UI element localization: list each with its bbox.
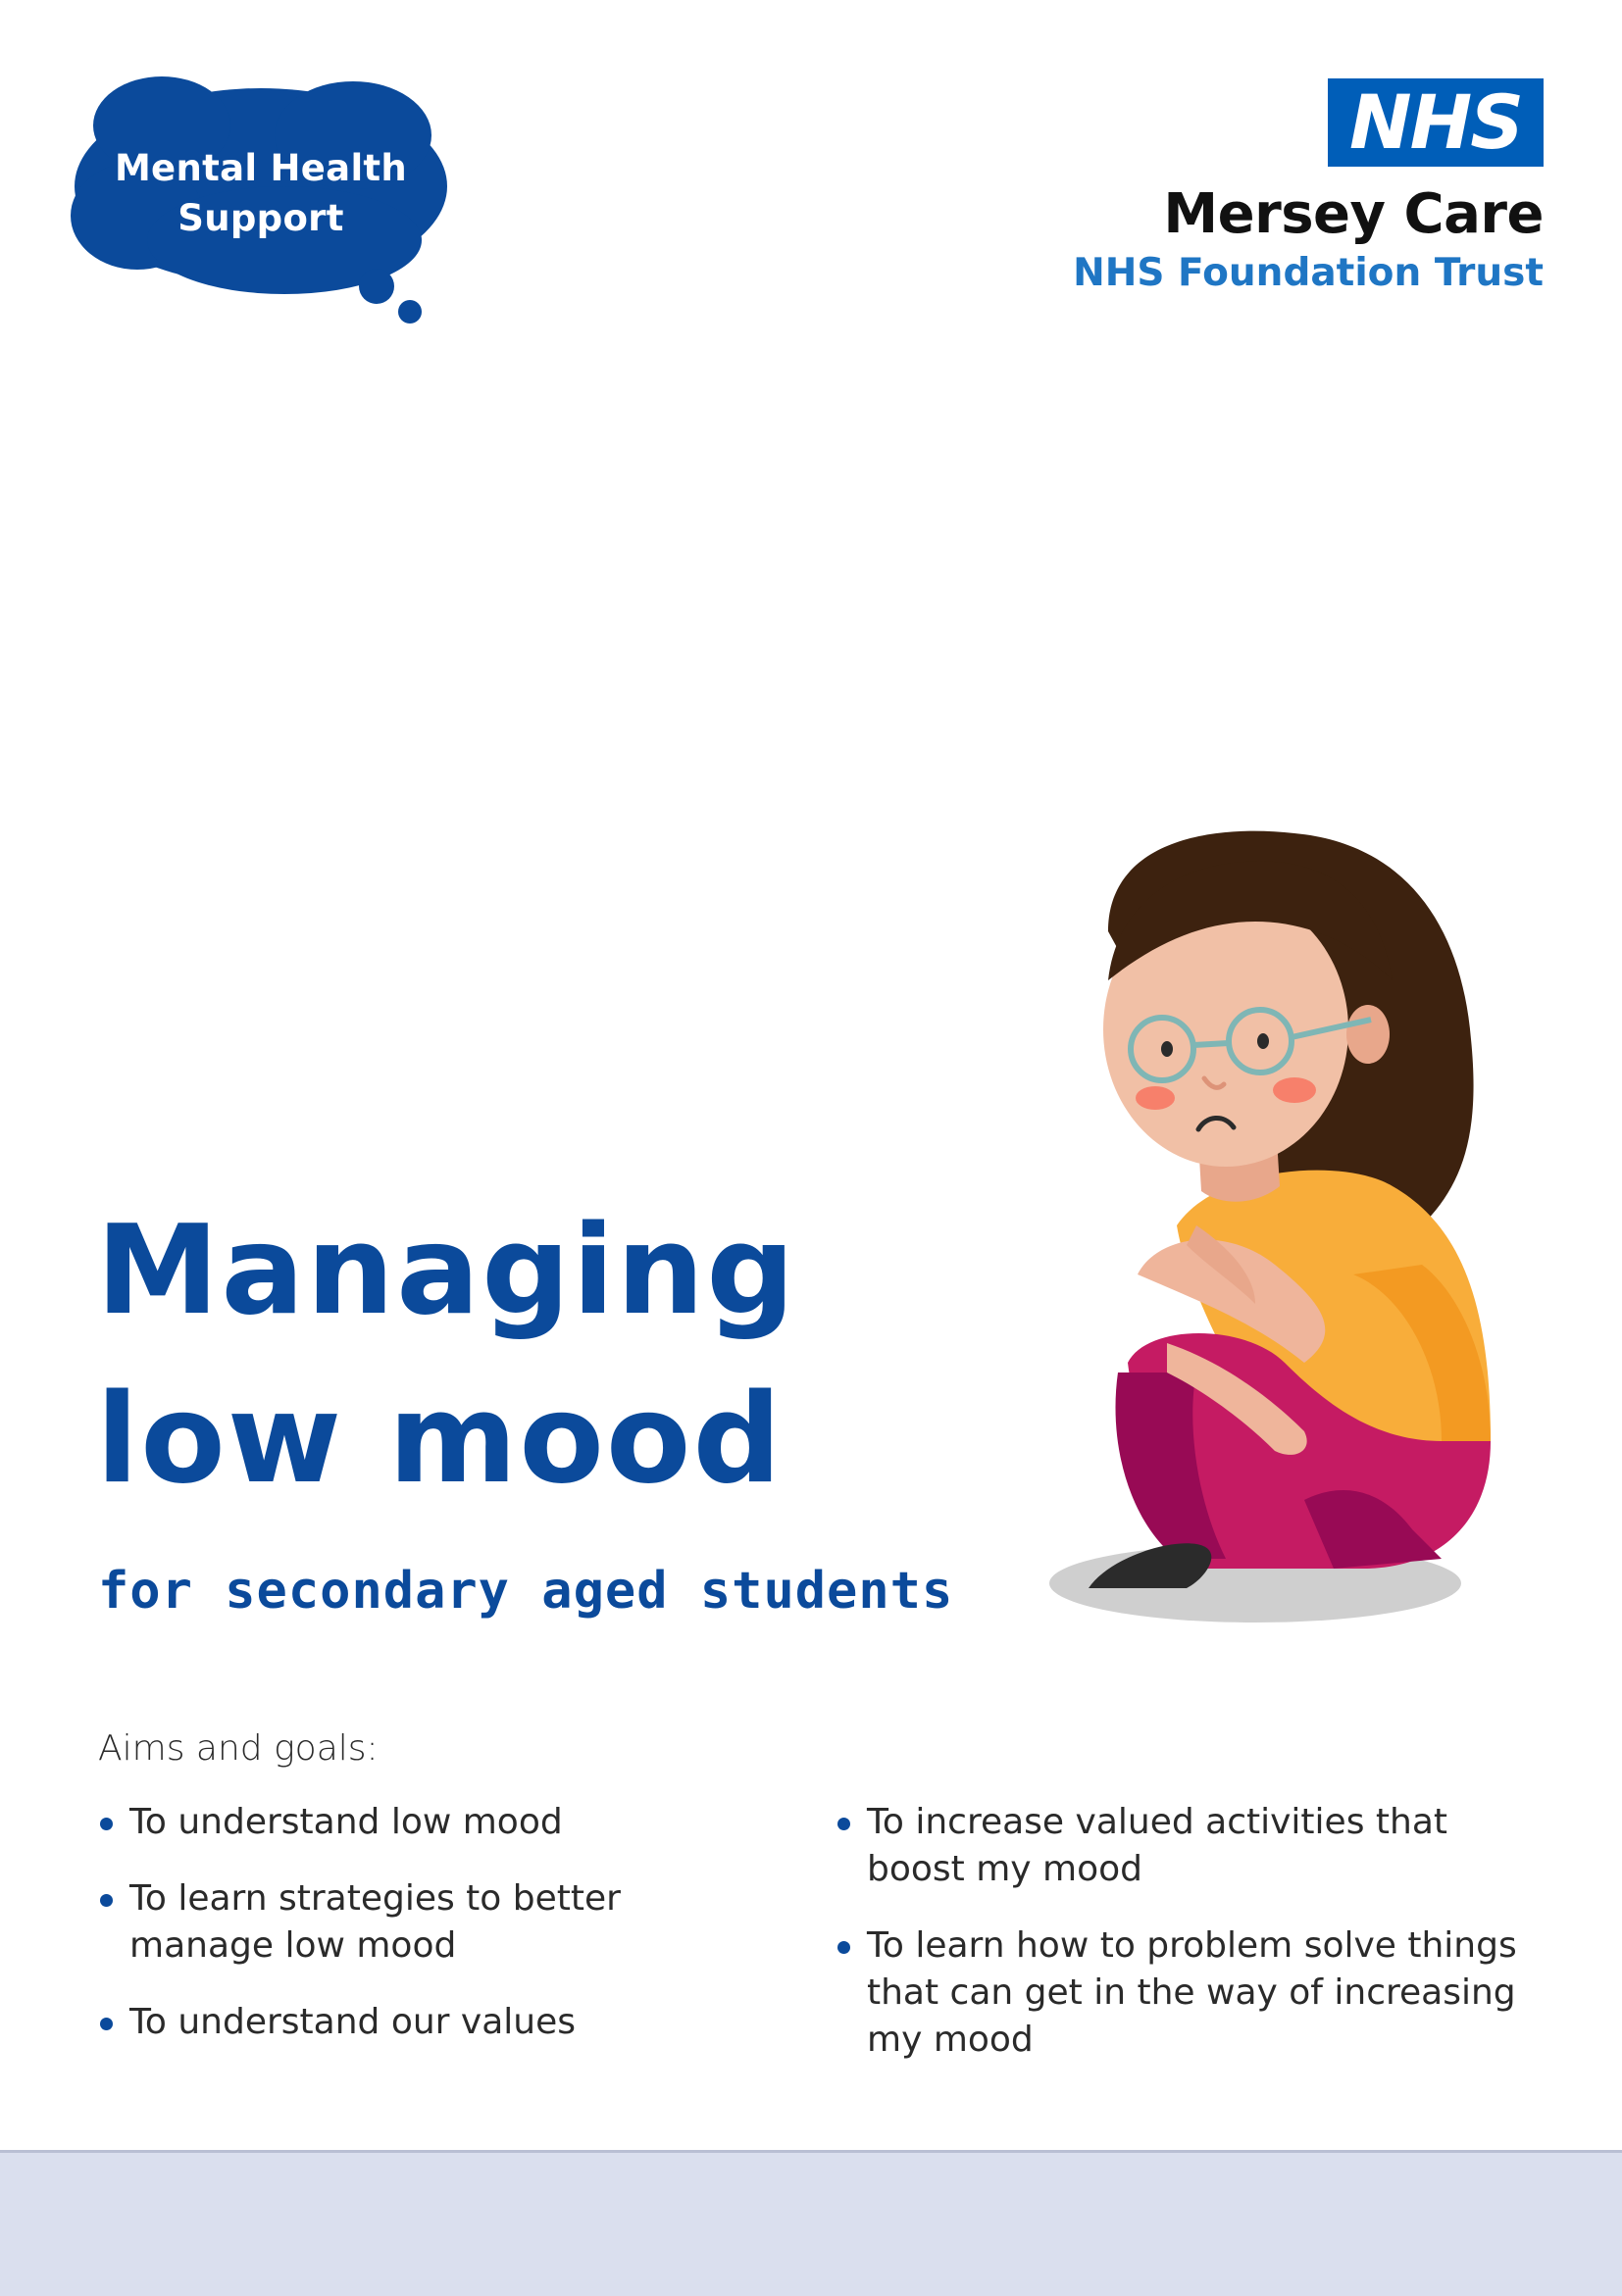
aim-text: To learn how to problem solve things: [867, 1925, 1517, 1966]
bullet-icon: [100, 2018, 113, 2030]
bullet-icon: [100, 1894, 113, 1907]
bullet-icon: [100, 1818, 113, 1830]
sad-girl-sitting-icon: [1030, 814, 1540, 1637]
aim-text: manage low mood: [129, 1925, 457, 1966]
footer-band: [0, 2150, 1622, 2296]
aims-list-right: [836, 1799, 1542, 2093]
page-subtitle: for secondary aged students: [98, 1562, 954, 1621]
bullet-icon: [837, 1818, 850, 1830]
nhs-mark: NHS: [1349, 78, 1522, 166]
aim-text: To understand low mood: [129, 1802, 563, 1842]
aim-text: To understand our values: [129, 2002, 576, 2042]
list-item: [98, 1875, 706, 1970]
aim-text: To learn strategies to better: [129, 1878, 621, 1919]
list-item: [836, 1799, 1542, 1893]
aim-text: To increase valued activities that: [867, 1802, 1447, 1842]
bullet-icon: [837, 1941, 850, 1954]
badge-text: [69, 143, 453, 243]
badge-line-1: Mental Health: [114, 147, 408, 189]
list-item: [98, 1799, 706, 1846]
trust-subtitle: NHS Foundation Trust: [1073, 251, 1544, 295]
title-line-2: low mood: [96, 1367, 784, 1511]
badge-line-2: Support: [177, 197, 344, 239]
aim-text: that can get in the way of increasing: [867, 1972, 1516, 2013]
trust-name: Mersey Care: [1163, 182, 1544, 246]
list-item: [836, 1922, 1542, 2064]
title-line-1: Managing: [96, 1198, 797, 1342]
mental-health-support-badge: [69, 69, 481, 333]
page-title: [96, 1186, 796, 1523]
aim-text: boost my mood: [867, 1849, 1143, 1889]
aims-heading: Aims and goals:: [98, 1728, 379, 1769]
aims-list-left: [98, 1799, 706, 2075]
aim-text: my mood: [867, 2020, 1034, 2060]
list-item: [98, 1999, 706, 2046]
nhs-logo: [1328, 78, 1544, 167]
